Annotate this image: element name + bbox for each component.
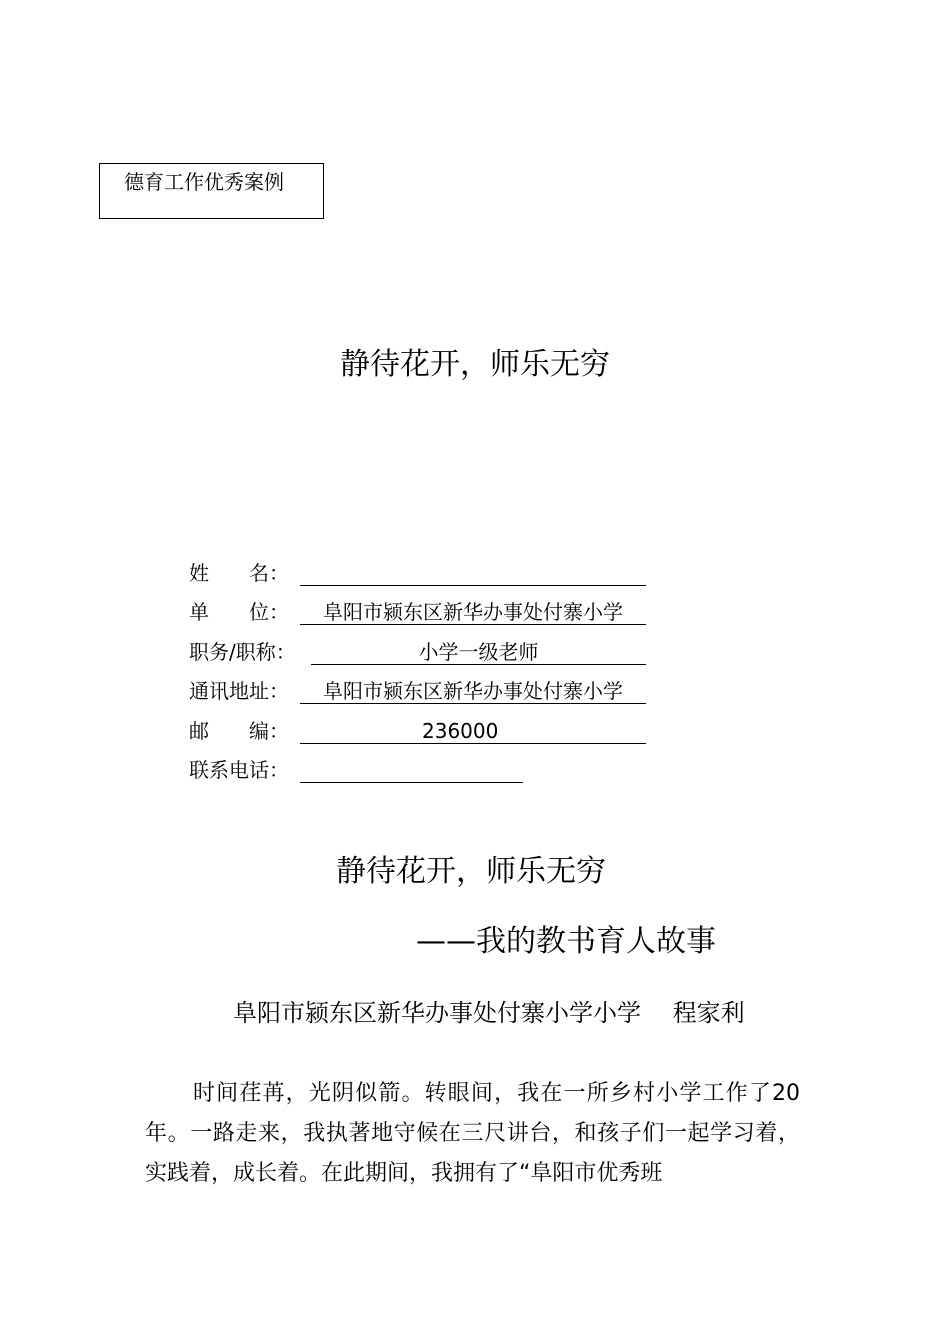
article-subtitle: ——我的教书育人故事 (416, 924, 716, 959)
name-label: 姓 名： (189, 561, 289, 585)
phone-field (300, 757, 523, 783)
phone-label: 联系电话： (189, 758, 289, 782)
unit-label: 单 位： (189, 600, 289, 624)
postcode-value: 236000 (422, 719, 499, 743)
job-title-field: 小学一级老师 (311, 639, 646, 665)
address-field: 阜阳市颍东区新华办事处付寨小学 (300, 678, 646, 704)
postcode-label: 邮 编： (189, 719, 289, 743)
job-title-label: 职务/职称： (189, 640, 296, 664)
postcode-field (300, 718, 646, 744)
cover-title: 静待花开，师乐无穷 (340, 347, 610, 382)
body-paragraph: 时间荏苒，光阴似箭。转眼间，我在一所乡村小学工作了20年。一路走来，我执著地守候在三尺讲台，和孩子们一起学习着，实践着，成长着。在此期间，我拥有了“阜阳市优秀班 (145, 1081, 800, 1186)
unit-field: 阜阳市颍东区新华办事处付寨小学 (300, 599, 646, 625)
article-title: 静待花开，师乐无穷 (336, 854, 606, 889)
address-label: 通讯地址： (189, 679, 289, 703)
author-line: 阜阳市颍东区新华办事处付寨小学小学 程家利 (233, 999, 745, 1027)
category-label: 德育工作优秀案例 (99, 163, 324, 219)
name-field (300, 560, 646, 586)
